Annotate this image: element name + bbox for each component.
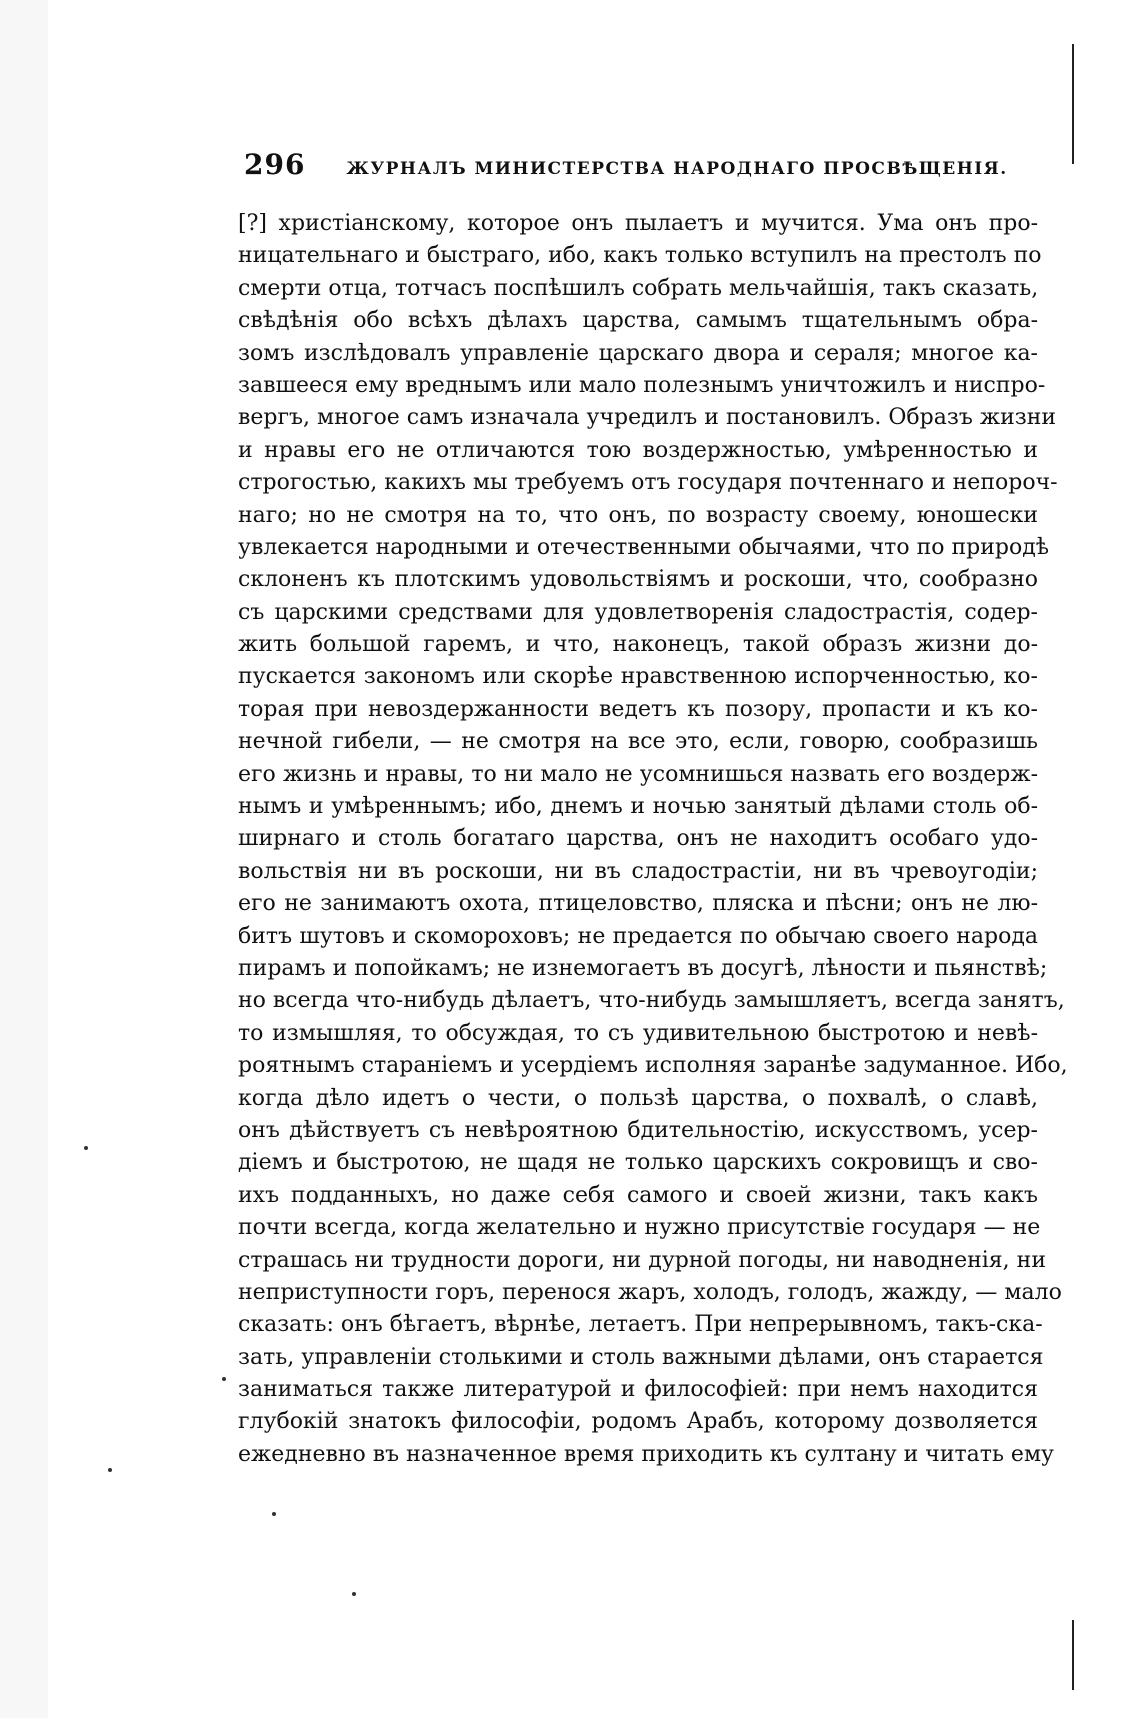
- scan-margin: [0, 0, 48, 1718]
- text-line: страшась ни трудности дороги, ни дурной погоды, ни наводненія, ни: [238, 1247, 1046, 1273]
- text-line: битъ шутовъ и скомороховъ; не предается по обычаю своего народа: [238, 923, 1038, 949]
- text-line: свѣдѣнія обо всѣхъ дѣлахъ царства, самымъ тщательнымъ обра-: [238, 308, 1038, 334]
- page-number: 296: [244, 148, 306, 181]
- text-line: увлекается народными и отечественными обычаями, что по природѣ: [238, 534, 1050, 560]
- text-line: жить большой гаремъ, и что, наконецъ, такой образъ жизни до-: [238, 632, 1038, 658]
- text-line: когда дѣло идетъ о чести, о пользѣ царства, о похвалѣ, о славѣ,: [238, 1085, 1038, 1111]
- scan-speck: [352, 1592, 356, 1596]
- scan-edge-line: [1072, 1620, 1074, 1690]
- text-line: наго; но не смотря на то, что онъ, по возрасту своему, юношески: [238, 502, 1038, 528]
- text-line: то измышляя, то обсуждая, то съ удивительною быстротою и невѣ-: [238, 1020, 1038, 1046]
- body-text: [238, 208, 1068, 1471]
- text-line: ширнаго и столь богатаго царства, онъ не находитъ особаго удо-: [238, 826, 1038, 852]
- text-line: съ царскими средствами для удовлетворенія сладострастія, содер-: [238, 599, 1038, 625]
- text-line: завшееся ему вреднымъ или мало полезнымъ уничтожилъ и ниспро-: [238, 372, 1046, 398]
- scan-speck: [222, 1377, 226, 1381]
- text-line: [?] христіанскому, которое онъ пылаетъ и мучится. Ума онъ про-: [238, 211, 1038, 236]
- text-line: ихъ подданныхъ, но даже себя самого и своей жизни, такъ какъ: [238, 1182, 1038, 1208]
- text-line: его жизнь и нравы, то ни мало не усомнишься назвать его воздерж-: [238, 761, 1038, 787]
- text-line: неприступности горъ, перенося жаръ, холодъ, голодъ, жажду, — мало: [238, 1279, 1062, 1305]
- text-line: вергъ, многое самъ изначала учредилъ и постановилъ. Образъ жизни: [238, 405, 1057, 431]
- text-line: нечной гибели, — не смотря на все это, если, говорю, сообразишь: [238, 729, 1038, 755]
- text-line: склоненъ къ плотскимъ удовольствіямъ и роскоши, что, сообразно: [238, 567, 1038, 593]
- text-line: сказать: онъ бѣгаетъ, вѣрнѣе, летаетъ. При непрерывномъ, такъ-ска-: [238, 1312, 1043, 1338]
- scan-speck: [84, 1146, 88, 1150]
- text-line: и нравы его не отличаются тою воздержностью, умѣренностью и: [238, 437, 1038, 463]
- text-line: роятнымъ стараніемъ и усердіемъ исполняя заранѣе задуманное. Ибо,: [238, 1053, 1068, 1079]
- text-line: зать, управленіи столькими и столь важными дѣлами, онъ старается: [238, 1344, 1044, 1370]
- text-line: ницательнаго и быстраго, ибо, какъ только вступилъ на престолъ по: [238, 243, 1042, 269]
- text-line: вольствія ни въ роскоши, ни въ сладострастіи, ни въ чревоугодіи;: [238, 858, 1038, 884]
- scan-speck: [272, 1512, 276, 1516]
- text-line: зомъ изслѣдовалъ управленіе царскаго двора и сераля; многое ка-: [238, 340, 1038, 366]
- text-line: ежедневно въ назначенное время приходить къ султану и читать ему: [238, 1441, 1054, 1467]
- scan-edge-line: [1072, 44, 1074, 164]
- text-line: онъ дѣйствуетъ съ невѣроятною бдительностію, искусствомъ, усер-: [238, 1117, 1038, 1143]
- text-line: его не занимаютъ охота, птицеловство, пляска и пѣсни; онъ не лю-: [238, 891, 1038, 917]
- text-line: заниматься также литературой и философіей: при немъ находится: [238, 1377, 1038, 1403]
- scan-speck: [108, 1468, 112, 1472]
- text-line: пирамъ и попойкамъ; не изнемогаетъ въ досугѣ, лѣности и пьянствѣ;: [238, 955, 1048, 981]
- text-line: строгостью, какихъ мы требуемъ отъ государя почтеннаго и непороч-: [238, 470, 1058, 496]
- text-line: почти всегда, когда желательно и нужно присутствіе государя — не: [238, 1215, 1041, 1241]
- page-header: [244, 148, 1008, 188]
- text-line: пускается закономъ или скорѣе нравственною испорченностью, ко-: [238, 664, 1038, 690]
- text-line: но всегда что-нибудь дѣлаетъ, что-нибудь замышляетъ, всегда занятъ,: [238, 988, 1065, 1014]
- text-line: торая при невоздержанности ведетъ къ позору, пропасти и къ ко-: [238, 696, 1038, 722]
- text-line: глубокій знатокъ философіи, родомъ Арабъ, которому дозволяется: [238, 1409, 1038, 1435]
- text-line: діемъ и быстротою, не щадя не только царскихъ сокровищъ и сво-: [238, 1150, 1038, 1176]
- text-line: смерти отца, тотчасъ поспѣшилъ собрать мельчайшія, такъ сказать,: [238, 275, 1039, 301]
- text-line: нымъ и умѣреннымъ; ибо, днемъ и ночью занятый дѣлами столь об-: [238, 794, 1038, 820]
- running-head: ЖУРНАЛЪ МИНИСТЕРСТВА НАРОДНАГО ПРОСВѢЩЕНІЯ.: [346, 159, 1008, 179]
